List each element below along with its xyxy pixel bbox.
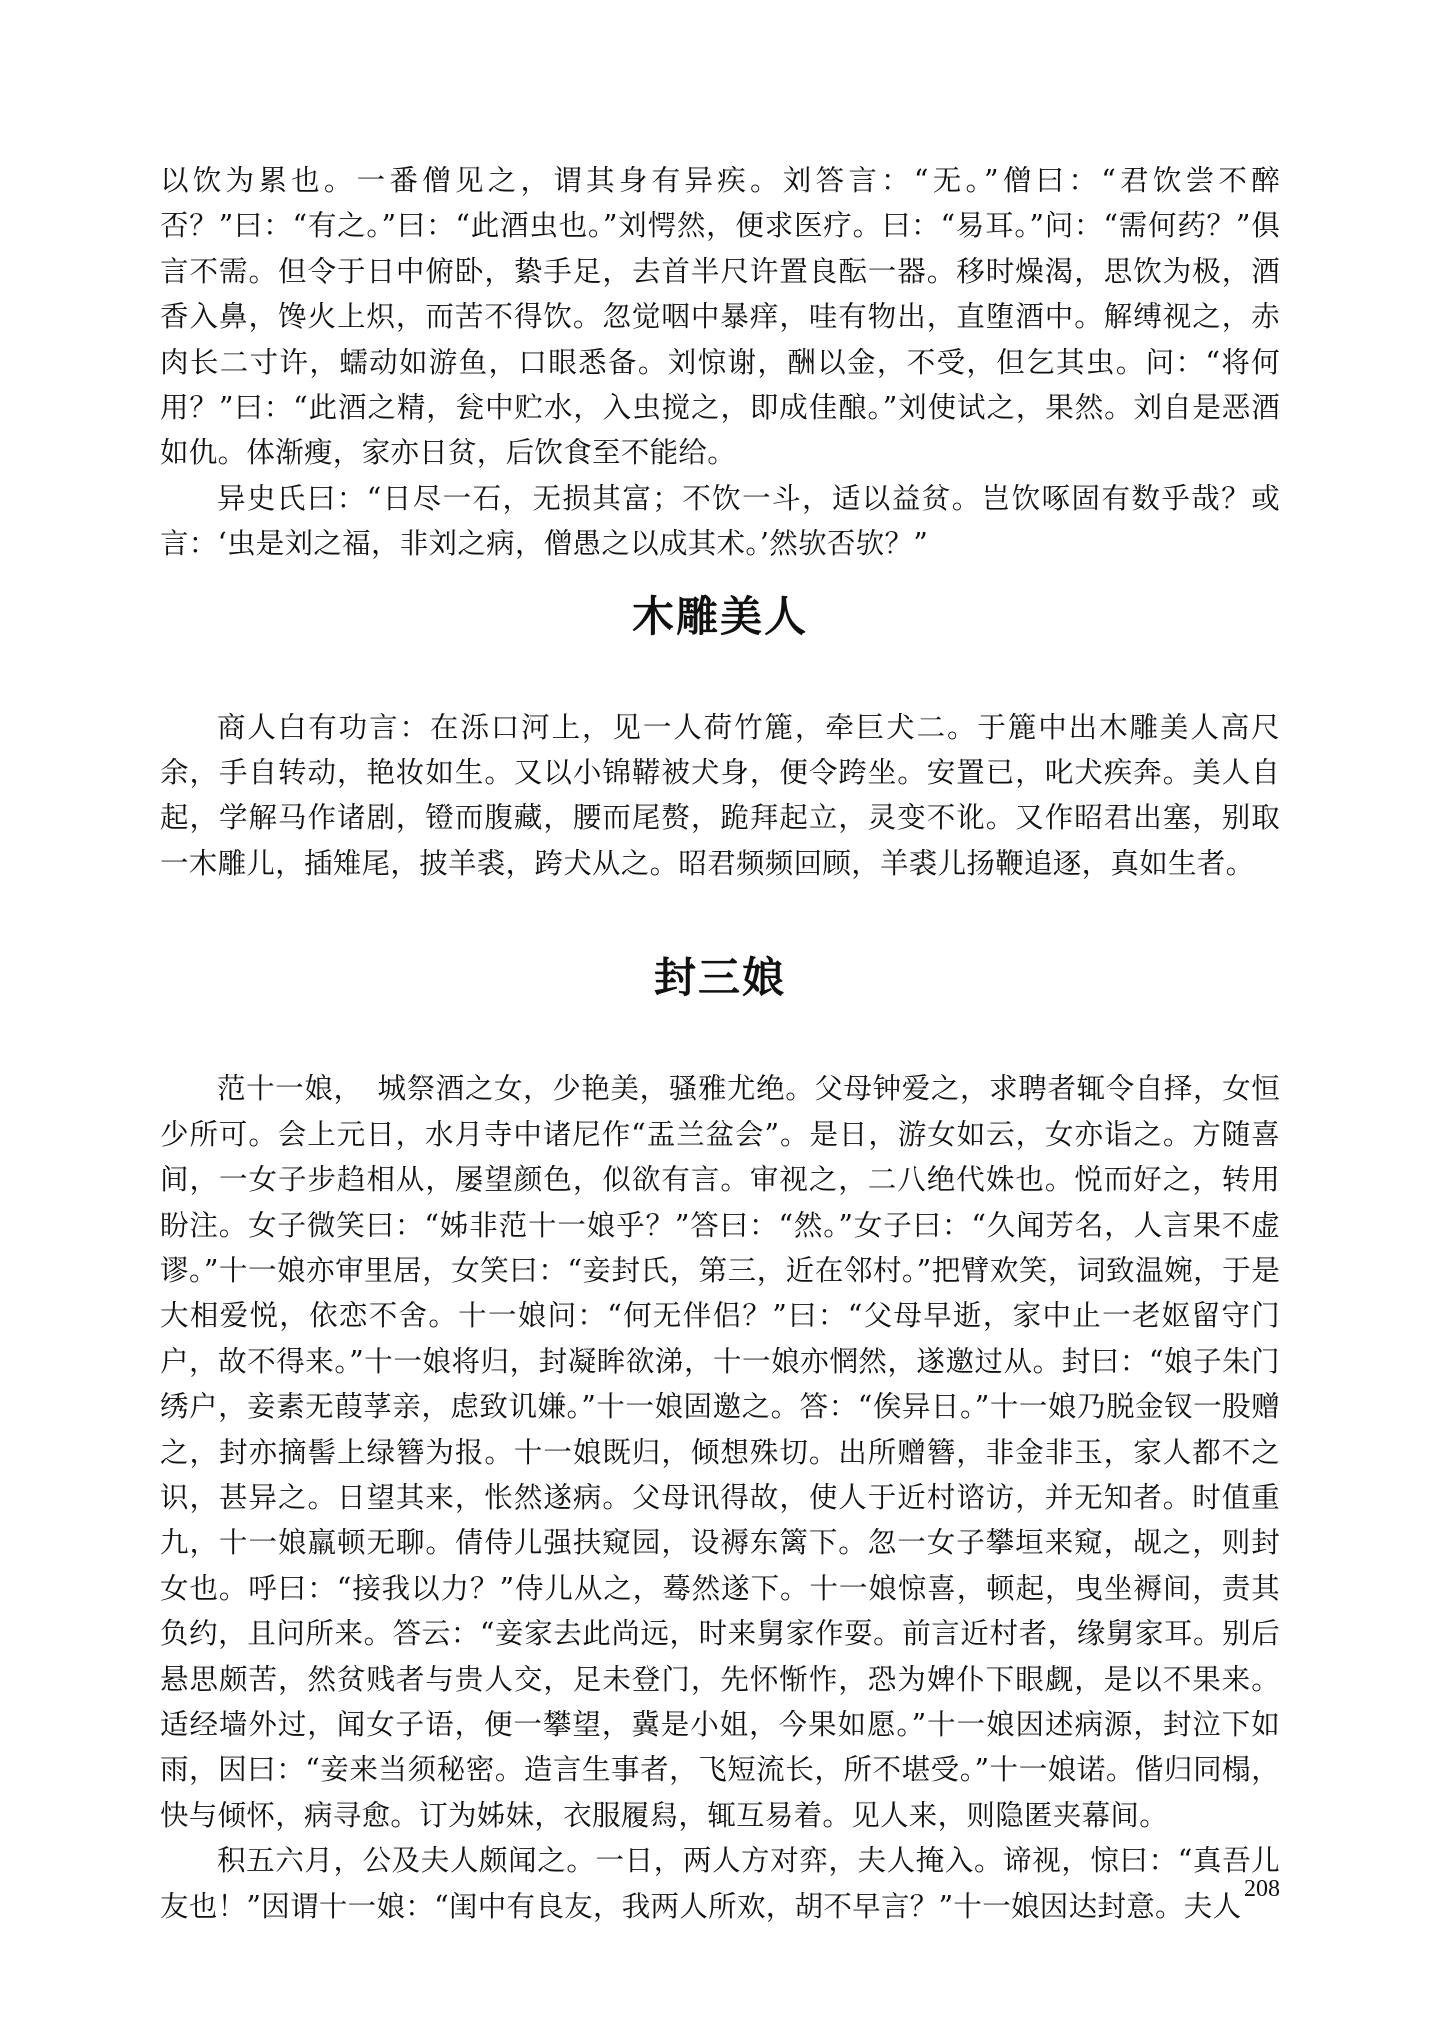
paragraph-yishishi-comment: 异史氏曰：“日尽一石，无损其富；不饮一斗，适以益贫。岂饮啄固有数乎哉？或言：‘虫是刘之福，非刘之病，僧愚之以成其术。’然欤否欤？” (160, 481, 1280, 561)
paragraph-mudiao-meiren: 商人白有功言：在泺口河上，见一人荷竹簏，牵巨犬二。于簏中出木雕美人高尺余，手自转动，艳妆如生。又以小锦鞯被犬身，便令跨坐。安置已，叱犬疾奔。美人自起，学解马作诸剧，镫而腹藏，腰而尾赘，跪拜起立，灵变不讹。又作昭君出塞，别取一木雕儿，插雉尾，披羊裘，跨犬从之。昭君频频回顾，羊裘儿扬鞭追逐，真如生者。 (160, 710, 1280, 880)
paragraph-feng-sanniang-2: 积五六月，公及夫人颇闻之。一日，两人方对弈，夫人掩入。谛视，惊曰：“真吾儿友也！”因谓十一娘：“闺中有良友，我两人所欢，胡不早言？”十一娘因达封意。夫人 (160, 1844, 1280, 1923)
section-title-mudiao-meiren: 木雕美人 (631, 591, 808, 641)
page-content (160, 158, 1280, 1929)
page-number: 208 (1244, 1876, 1280, 1902)
section-title-feng-sanniang: 封三娘 (653, 953, 786, 1003)
paragraph-feng-sanniang-1: 范十一娘， 城祭酒之女，少艳美，骚雅尤绝。父母钟爱之，求聘者辄令自择，女恒少所可。会上元日，水月寺中诸尼作“盂兰盆会”。是日，游女如云，女亦诣之。方随喜间，一女子步趋相从，屡望颜色，似欲有言。审视之，二八绝代姝也。悦而好之，转用盼注。女子微笑曰：“姊非范十一娘乎？”答曰：“然。”女子曰：“久闻芳名，人言果不虚谬。”十一娘亦审里居，女笑曰：“妾封氏，第三，近在邻村。”把臂欢笑，词致温婉，于是大相爱悦，依恋不舍。十一娘问：“何无伴侣？”曰：“父母早逝，家中止一老妪留守门户，故不得来。”十一娘将归，封凝眸欲涕，十一娘亦惘然，遂邀过从。封曰：“娘子朱门绣户，妾素无葭莩亲，虑致讥嫌。”十一娘固邀之。答：“俟异日。”十一娘乃脱金钗一股赠之，封亦摘髻上绿簪为报。十一娘既归，倾想殊切。出所赠簪，非金非玉，家人都不之识，甚异之。日望其来，怅然遂病。父母讯得故，使人于近村谘访，并无知者。时值重九，十一娘羸顿无聊。倩侍儿强扶窥园，设褥东篱下。忽一女子攀垣来窥，觇之，则封女也。呼曰：“接我以力？”侍儿从之，蓦然遂下。十一娘惊喜，顿起，曳坐褥间，责其负约，且问所来。答云：“妾家去此尚远，时来舅家作耍。前言近村者，缘舅家耳。别后悬思颇苦，然贫贱者与贵人交，足未登门，先怀惭怍，恐为婢仆下眼觑，是以不果来。适经墙外过，闻女子语，便一攀望，冀是小姐，今果如愿。”十一娘因述病源，封泣下如雨，因曰：“妾来当须秘密。造言生事者，飞短流长，所不堪受。”十一娘诺。偕归同榻，快与倾怀，病寻愈。订为姊妹，衣服履舄，辄互易着。见人来，则隐匿夹幕间。 (160, 1072, 1280, 1832)
paragraph-jiuchong-ending: 以饮为累也。一番僧见之，谓其身有异疾。刘答言：“无。”僧曰：“君饮尝不醉否？”曰：“有之。”曰：“此酒虫也。”刘愕然，便求医疗。曰：“易耳。”问：“需何药？”俱言不需。但令于日中俯卧，絷手足，去首半尺许置良酝一器。移时燥渴，思饮为极，酒香入鼻，馋火上炽，而苦不得饮。忽觉咽中暴痒，哇有物出，直堕酒中。解缚视之，赤肉长二寸许，蠕动如游鱼，口眼悉备。刘惊谢，酬以金，不受，但乞其虫。问：“将何用？”曰：“此酒之精，瓮中贮水，入虫搅之，即成佳酿。”刘使试之，果然。刘自是恶酒如仇。体渐瘦，家亦日贫，后饮食至不能给。 (160, 164, 1280, 470)
